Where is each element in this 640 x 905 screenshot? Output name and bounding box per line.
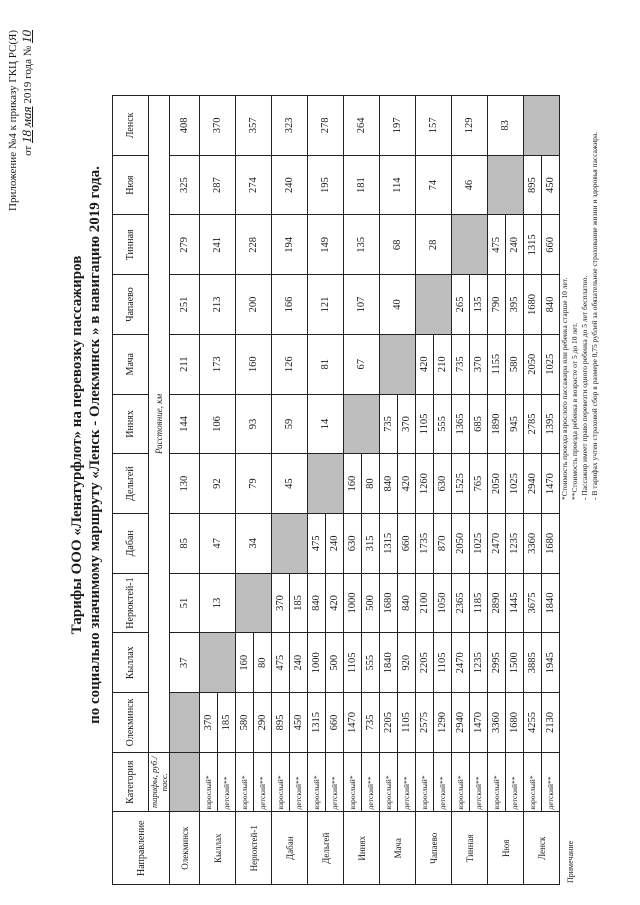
stop-header: Иннях — [113, 394, 149, 454]
distance-cell: 241 — [200, 215, 236, 275]
tariff-cell: 2050 — [488, 454, 506, 514]
shaded-cell — [308, 454, 344, 514]
tariff-cell: 1395 — [542, 394, 560, 454]
tariff-unit-label: тарифы, руб./пасс. — [149, 752, 170, 812]
tariff-cell: 630 — [344, 513, 362, 573]
distance-cell: 274 — [236, 155, 272, 215]
tariff-cell: 1185 — [470, 573, 488, 633]
tariff-cell: 840 — [308, 573, 326, 633]
footnote: *Стоимость проезда взрослого пассажира или ребенка старше 10 лет. — [560, 277, 569, 500]
tariff-cell: 240 — [290, 633, 308, 693]
category-label: детский** — [398, 752, 416, 812]
order-number: 10 — [19, 30, 34, 43]
distance-cell: 114 — [380, 155, 416, 215]
distance-cell: 130 — [170, 454, 200, 514]
category-label: детский** — [434, 752, 452, 812]
tariff-cell: 660 — [542, 215, 560, 275]
stop-header: Мача — [113, 334, 149, 394]
tariff-cell: 315 — [362, 513, 380, 573]
tariff-cell: 2100 — [416, 573, 434, 633]
category-label: взрослый* — [488, 752, 506, 812]
tariff-cell: 2940 — [452, 693, 470, 753]
tariff-cell: 2940 — [524, 454, 542, 514]
distance-cell: 325 — [170, 155, 200, 215]
distance-cell: 149 — [308, 215, 344, 275]
tariff-cell: 1500 — [506, 633, 524, 693]
shaded-cell — [200, 633, 236, 693]
distance-cell: 166 — [272, 275, 308, 335]
tariff-cell: 1105 — [416, 394, 434, 454]
tariff-cell: 2785 — [524, 394, 542, 454]
tariff-cell: 1445 — [506, 573, 524, 633]
shaded-cell — [452, 215, 488, 275]
footnote: **Стоимость проезда ребенка в возрасте от 5 до 10 лет. — [570, 322, 579, 500]
direction-label: Чапаево — [416, 812, 452, 885]
distance-cell: 228 — [236, 215, 272, 275]
shaded-cell — [488, 155, 524, 215]
tariff-cell: 555 — [362, 633, 380, 693]
tariff-cell: 420 — [398, 454, 416, 514]
shaded-cell — [170, 693, 200, 753]
category-label: взрослый* — [416, 752, 434, 812]
category-label: взрослый* — [272, 752, 290, 812]
distance-cell: 194 — [272, 215, 308, 275]
category-label: взрослый* — [344, 752, 362, 812]
distance-label: Расстояние, км — [149, 96, 170, 753]
tariff-cell: 2575 — [416, 693, 434, 753]
tariff-cell: 240 — [326, 513, 344, 573]
distance-cell: 107 — [344, 275, 380, 335]
tariff-cell: 840 — [542, 275, 560, 335]
tariff-cell: 870 — [434, 513, 452, 573]
distance-cell: 408 — [170, 96, 200, 156]
tariff-cell: 840 — [398, 573, 416, 633]
tariff-cell: 1025 — [506, 454, 524, 514]
tariff-cell: 1365 — [452, 394, 470, 454]
distance-cell: 34 — [236, 513, 272, 573]
distance-cell: 85 — [170, 513, 200, 573]
tariff-cell: 895 — [272, 693, 290, 753]
tariff-cell: 1890 — [488, 394, 506, 454]
distance-cell: 81 — [308, 334, 344, 394]
distance-cell: 79 — [236, 454, 272, 514]
tariff-cell: 1000 — [344, 573, 362, 633]
tariff-cell: 1105 — [344, 633, 362, 693]
order-date-line: от 18 мая 2019 года № 10 — [19, 30, 34, 156]
tariff-cell: 2050 — [524, 334, 542, 394]
category-label: детский** — [254, 752, 272, 812]
tariff-cell: 3675 — [524, 573, 542, 633]
shaded-cell — [380, 334, 416, 394]
tariff-cell: 500 — [362, 573, 380, 633]
stop-header: Кыллах — [113, 633, 149, 693]
category-label: детский** — [362, 752, 380, 812]
tariff-cell: 210 — [434, 334, 452, 394]
tariff-cell: 840 — [380, 454, 398, 514]
tariff-cell: 3360 — [524, 513, 542, 573]
tariff-cell: 920 — [398, 633, 416, 693]
tariff-cell: 160 — [236, 633, 254, 693]
distance-cell: 74 — [416, 155, 452, 215]
distance-cell: 92 — [200, 454, 236, 514]
tariff-cell: 1470 — [470, 693, 488, 753]
distance-cell: 14 — [308, 394, 344, 454]
tariff-cell: 420 — [326, 573, 344, 633]
remark-label: Примечание — [566, 840, 575, 883]
distance-cell: 83 — [488, 96, 524, 156]
distance-cell: 47 — [200, 513, 236, 573]
tariff-cell: 1105 — [434, 633, 452, 693]
title-line-2: по социально значимому маршруту «Ленск - Олекминск » в навигацию 2019 года. — [87, 166, 103, 724]
distance-cell: 357 — [236, 96, 272, 156]
tariff-cell: 735 — [362, 693, 380, 753]
order-reference — [6, 30, 35, 211]
tariff-cell: 80 — [254, 633, 272, 693]
distance-cell: 37 — [170, 633, 200, 693]
tariff-table — [112, 95, 560, 885]
stop-header: Чапаево — [113, 275, 149, 335]
distance-cell: 195 — [308, 155, 344, 215]
stop-header: Дабан — [113, 513, 149, 573]
tariff-cell: 185 — [290, 573, 308, 633]
distance-cell: 135 — [344, 215, 380, 275]
distance-cell: 51 — [170, 573, 200, 633]
tariff-cell: 1235 — [506, 513, 524, 573]
direction-label: Нерюктей-1 — [236, 812, 272, 885]
distance-cell: 157 — [416, 96, 452, 156]
distance-cell: 211 — [170, 334, 200, 394]
tariff-cell: 370 — [470, 334, 488, 394]
distance-cell: 126 — [272, 334, 308, 394]
category-label: детский** — [470, 752, 488, 812]
category-label: взрослый* — [380, 752, 398, 812]
category-header: Категория — [113, 752, 149, 812]
distance-cell: 264 — [344, 96, 380, 156]
tariff-cell: 1735 — [416, 513, 434, 573]
tariff-cell: 735 — [380, 394, 398, 454]
category-label: взрослый* — [200, 752, 218, 812]
tariff-cell: 160 — [344, 454, 362, 514]
tariff-cell: 660 — [326, 693, 344, 753]
tariff-cell: 1680 — [542, 513, 560, 573]
distance-cell: 160 — [236, 334, 272, 394]
category-label: детский** — [506, 752, 524, 812]
tariff-cell: 265 — [452, 275, 470, 335]
tariff-cell: 2050 — [452, 513, 470, 573]
direction-label: Ленск — [524, 812, 560, 885]
distance-cell: 278 — [308, 96, 344, 156]
stop-header: Ленск — [113, 96, 149, 156]
tariff-cell: 2130 — [542, 693, 560, 753]
category-label: взрослый* — [452, 752, 470, 812]
stop-header: Нюя — [113, 155, 149, 215]
tariff-cell: 790 — [488, 275, 506, 335]
order-line: Приложение №4 к приказу ГКЦ РС(Я) — [7, 30, 19, 211]
tariff-cell: 240 — [506, 215, 524, 275]
shaded-cell — [416, 275, 452, 335]
tariff-cell: 1315 — [524, 215, 542, 275]
distance-cell: 200 — [236, 275, 272, 335]
distance-cell: 45 — [272, 454, 308, 514]
tariff-cell: 555 — [434, 394, 452, 454]
distance-cell: 106 — [200, 394, 236, 454]
tariff-cell: 735 — [452, 334, 470, 394]
shaded-cell — [236, 573, 272, 633]
title-line-1: Тарифы ООО «Ленатурфлот» на перевозку пассажиров — [69, 255, 85, 635]
tariff-cell: 660 — [398, 513, 416, 573]
tariff-cell: 500 — [326, 633, 344, 693]
footnote: - Пассажир имеет право перевезти одного ребенка до 5 лет бесплатно. — [580, 275, 589, 500]
category-label: детский** — [218, 752, 236, 812]
shaded-cell — [524, 96, 560, 156]
tariff-cell: 1315 — [308, 693, 326, 753]
direction-label: Нюя — [488, 812, 524, 885]
distance-cell: 68 — [380, 215, 416, 275]
shaded-cell — [344, 394, 380, 454]
tariff-cell: 3885 — [524, 633, 542, 693]
category-label: детский** — [326, 752, 344, 812]
tariff-cell: 1680 — [506, 693, 524, 753]
tariff-cell: 475 — [488, 215, 506, 275]
distance-cell: 287 — [200, 155, 236, 215]
tariff-cell: 450 — [290, 693, 308, 753]
direction-label: Кыллах — [200, 812, 236, 885]
tariff-cell: 475 — [308, 513, 326, 573]
tariff-cell: 1945 — [542, 633, 560, 693]
document-title — [68, 85, 104, 805]
order-day: 18 — [19, 130, 34, 143]
tariff-cell: 685 — [470, 394, 488, 454]
tariff-cell: 370 — [398, 394, 416, 454]
tariff-cell: 135 — [470, 275, 488, 335]
tariff-cell: 1025 — [470, 513, 488, 573]
tariff-cell: 475 — [272, 633, 290, 693]
tariff-cell: 2365 — [452, 573, 470, 633]
tariff-cell: 1025 — [542, 334, 560, 394]
direction-label: Олекминск — [170, 812, 200, 885]
tariff-cell: 80 — [362, 454, 380, 514]
tariff-cell: 420 — [416, 334, 434, 394]
category-label: детский** — [542, 752, 560, 812]
shaded-cell — [272, 513, 308, 573]
stop-header: Нерюктей-1 — [113, 573, 149, 633]
distance-cell: 240 — [272, 155, 308, 215]
distance-cell: 251 — [170, 275, 200, 335]
tariff-cell: 895 — [524, 155, 542, 215]
tariff-cell: 4255 — [524, 693, 542, 753]
tariff-cell: 580 — [236, 693, 254, 753]
tariff-cell: 2890 — [488, 573, 506, 633]
tariff-cell: 630 — [434, 454, 452, 514]
tariff-cell: 1525 — [452, 454, 470, 514]
tariff-cell: 450 — [542, 155, 560, 215]
distance-cell: 213 — [200, 275, 236, 335]
tariff-cell: 370 — [272, 573, 290, 633]
direction-label: Иннях — [344, 812, 380, 885]
tariff-cell: 2205 — [380, 693, 398, 753]
tariff-cell: 1050 — [434, 573, 452, 633]
distance-cell: 173 — [200, 334, 236, 394]
distance-cell: 93 — [236, 394, 272, 454]
tariff-cell: 2205 — [416, 633, 434, 693]
tariff-cell: 1840 — [380, 633, 398, 693]
distance-cell: 181 — [344, 155, 380, 215]
category-label: взрослый* — [524, 752, 542, 812]
shaded-cell — [170, 752, 200, 812]
tariff-cell: 1840 — [542, 573, 560, 633]
footnote: - В тарифах учтен страховой сбор в размере 0,75 рублей за обязательное страхование жизни и здоровья пассажира. — [590, 131, 599, 500]
tariff-cell: 1235 — [470, 633, 488, 693]
tariff-cell: 370 — [200, 693, 218, 753]
direction-label: Дабан — [272, 812, 308, 885]
tariff-cell: 1470 — [344, 693, 362, 753]
tariff-cell: 1470 — [542, 454, 560, 514]
tariff-cell: 395 — [506, 275, 524, 335]
tariff-cell: 1315 — [380, 513, 398, 573]
distance-cell: 121 — [308, 275, 344, 335]
tariff-cell: 2470 — [488, 513, 506, 573]
tariff-cell: 1680 — [524, 275, 542, 335]
tariff-cell: 1155 — [488, 334, 506, 394]
tariff-cell: 1105 — [398, 693, 416, 753]
distance-cell: 46 — [452, 155, 488, 215]
tariff-cell: 1000 — [308, 633, 326, 693]
distance-cell: 144 — [170, 394, 200, 454]
distance-cell: 279 — [170, 215, 200, 275]
category-label: взрослый* — [308, 752, 326, 812]
distance-cell: 129 — [452, 96, 488, 156]
tariff-cell: 2995 — [488, 633, 506, 693]
distance-cell: 13 — [200, 573, 236, 633]
category-label: взрослый* — [236, 752, 254, 812]
stop-header: Дельгей — [113, 454, 149, 514]
tariff-cell: 945 — [506, 394, 524, 454]
tariff-cell: 580 — [506, 334, 524, 394]
distance-cell: 370 — [200, 96, 236, 156]
category-label: детский** — [290, 752, 308, 812]
direction-header: Направление — [113, 812, 170, 885]
tariff-cell: 3360 — [488, 693, 506, 753]
stop-header: Олекминск — [113, 693, 149, 753]
distance-cell: 40 — [380, 275, 416, 335]
tariff-cell: 290 — [254, 693, 272, 753]
footnotes — [560, 132, 600, 500]
order-month: мая — [19, 106, 34, 128]
tariff-cell: 2470 — [452, 633, 470, 693]
direction-label: Мача — [380, 812, 416, 885]
tariff-cell: 1260 — [416, 454, 434, 514]
tariff-cell: 765 — [470, 454, 488, 514]
distance-cell: 59 — [272, 394, 308, 454]
distance-cell: 323 — [272, 96, 308, 156]
tariff-cell: 185 — [218, 693, 236, 753]
distance-cell: 28 — [416, 215, 452, 275]
distance-cell: 67 — [344, 334, 380, 394]
direction-label: Дельгей — [308, 812, 344, 885]
direction-label: Тинная — [452, 812, 488, 885]
distance-cell: 197 — [380, 96, 416, 156]
tariff-cell: 1680 — [380, 573, 398, 633]
stop-header: Тинная — [113, 215, 149, 275]
tariff-cell: 1290 — [434, 693, 452, 753]
